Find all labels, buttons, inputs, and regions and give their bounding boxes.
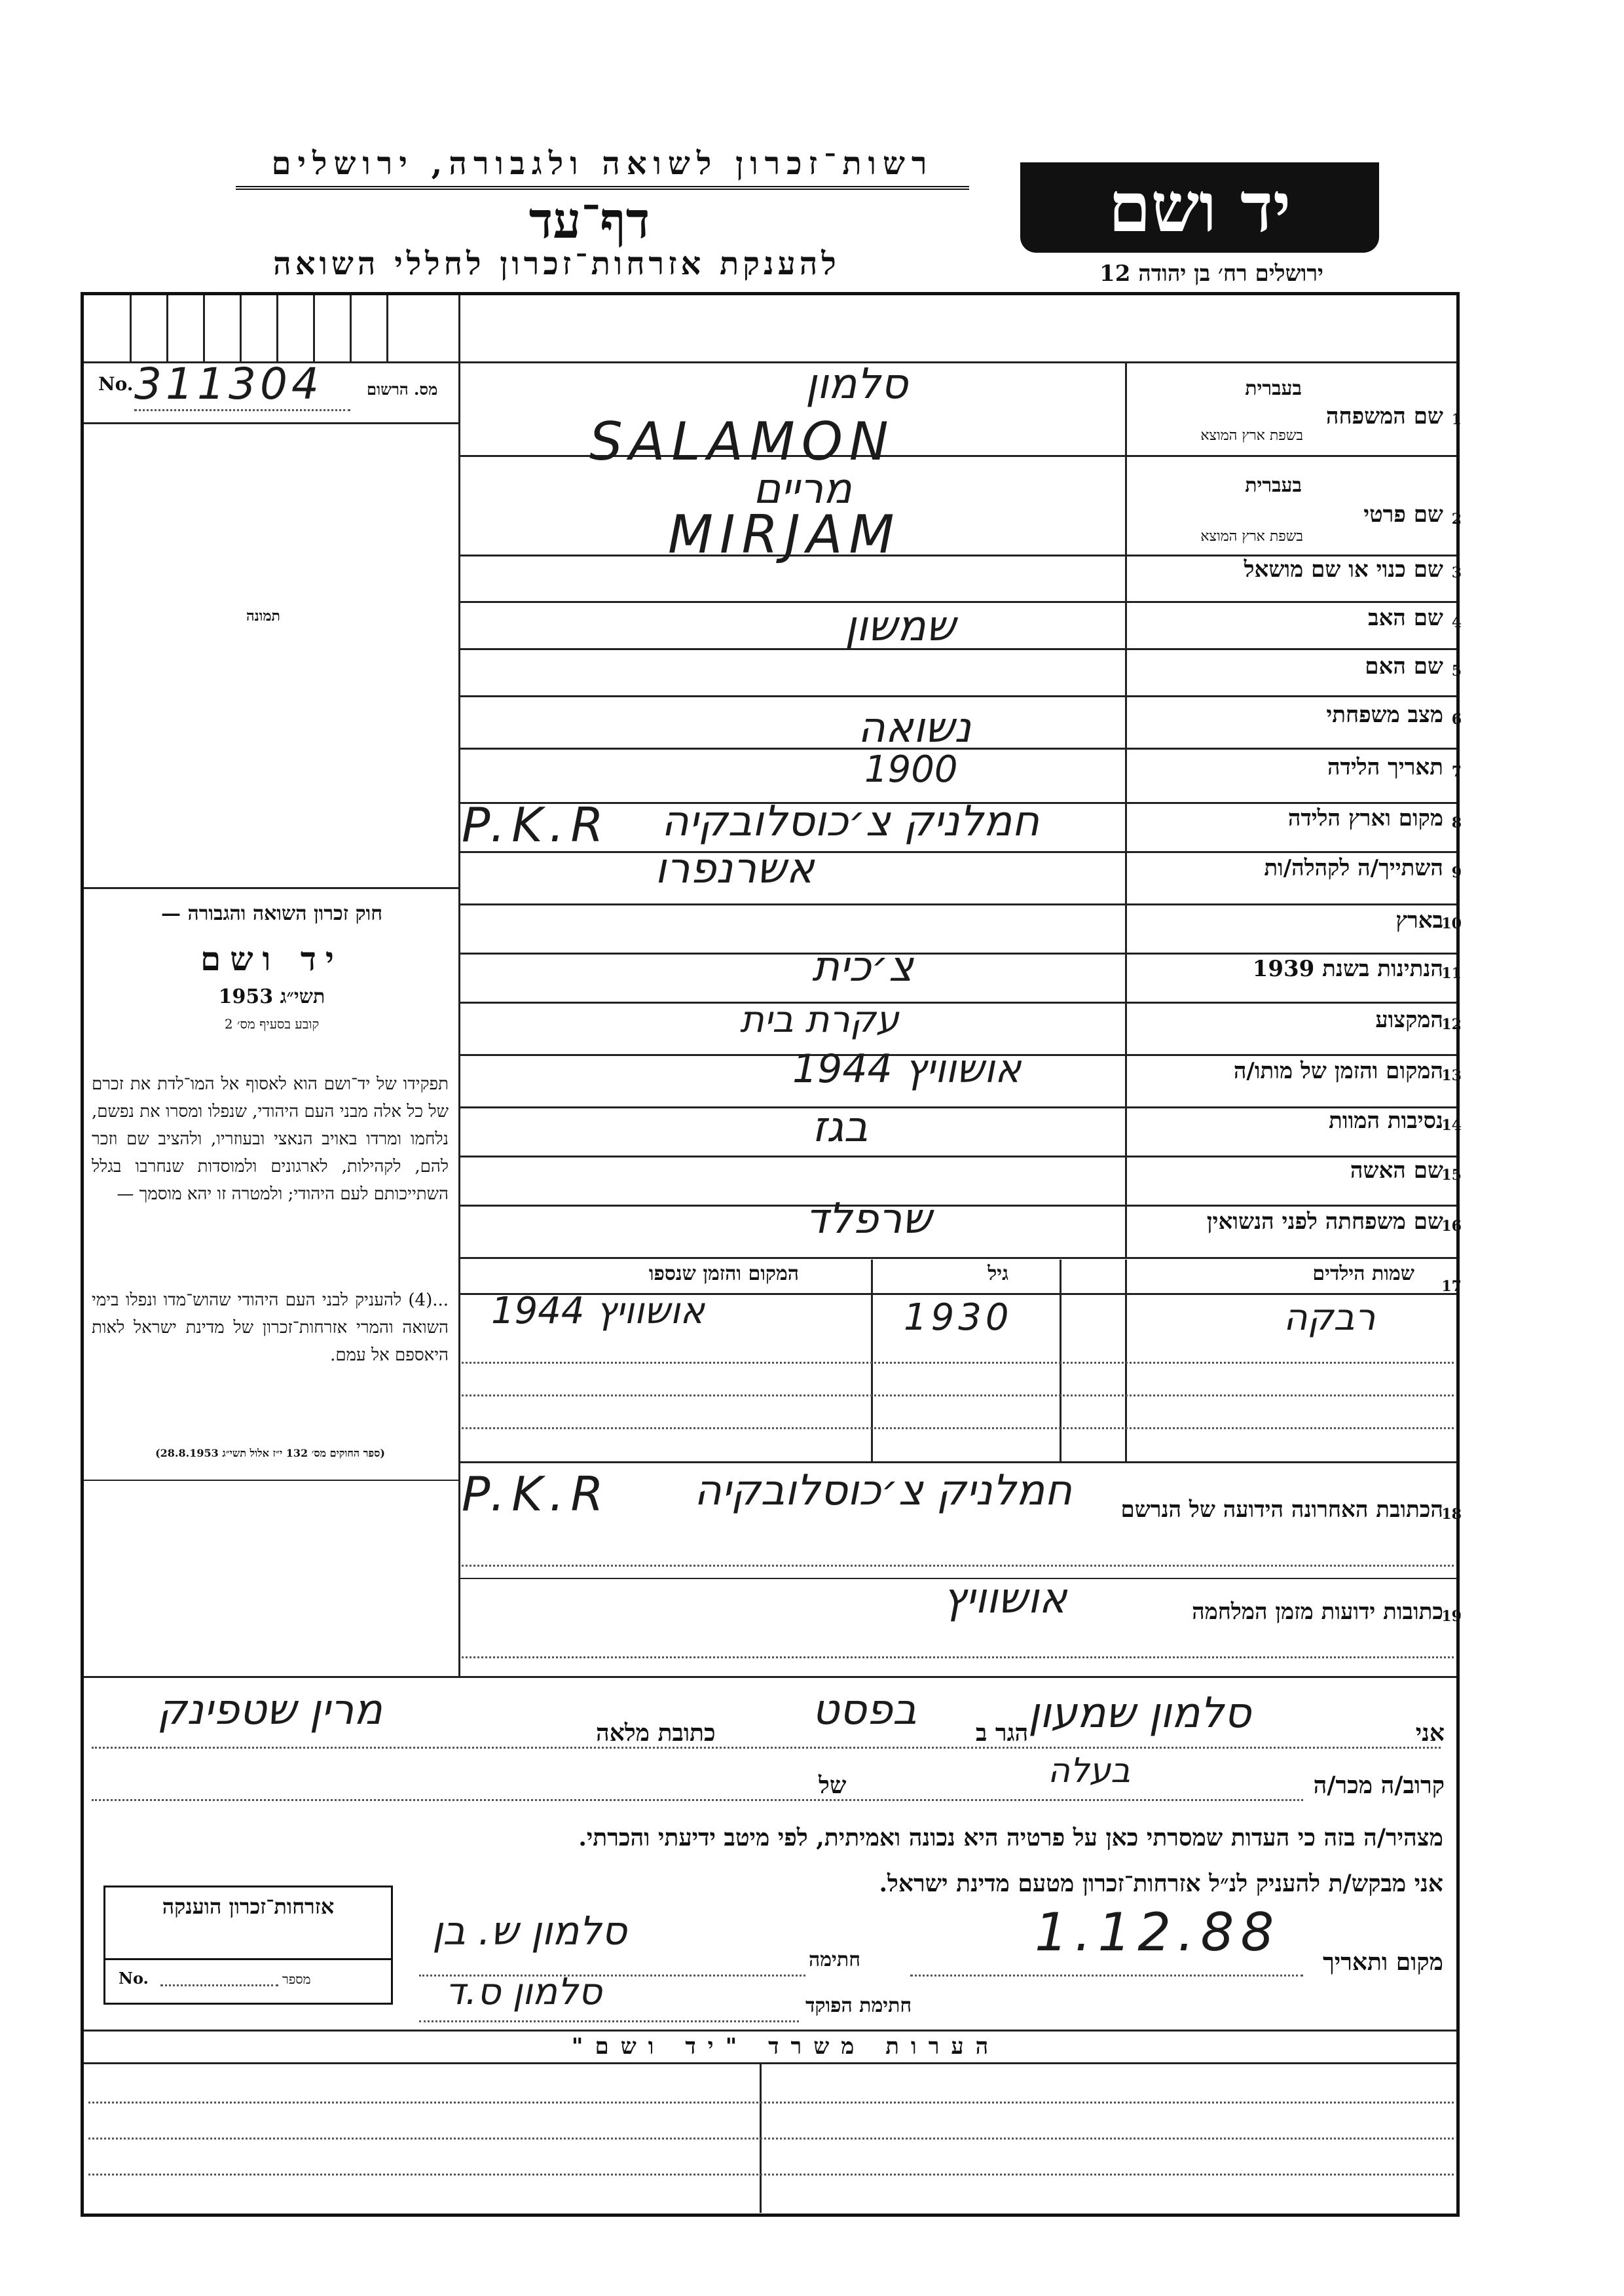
marital-status: נשואה (858, 704, 971, 752)
declarant-city: בפסט (812, 1686, 917, 1734)
field-12-number: 12 (1441, 1016, 1462, 1033)
first-name-latin: MIRJAM (668, 504, 901, 565)
form-title: דף־עד (528, 191, 650, 249)
of-label: של (819, 1772, 847, 1799)
field-1-number: 1 (1451, 411, 1462, 428)
field-2-sub-origin: בשפת ארץ המוצא (1200, 528, 1303, 545)
field-1-sub-hebrew: בעברית (1245, 377, 1302, 400)
field-10-label: בארץ (1395, 907, 1443, 934)
law-paragraph-2: ...(4) להעניק לבני העם היהודי שהוש־מדו ונפלו בימי השואה והמרי אזרחות־זכרון של מדינת ישראל לאות היאספם אל עמם. (92, 1290, 449, 1365)
child-death-place: אושוויץ 1944 (491, 1290, 705, 1332)
field-14-number: 14 (1441, 1117, 1462, 1134)
field-1-sub-origin: בשפת ארץ המוצא (1200, 428, 1303, 444)
death-circumstances: בגז (812, 1103, 868, 1152)
war-address: אושוויץ (943, 1575, 1067, 1623)
field-5-label: שם האם (1365, 653, 1443, 680)
children-col-age: גיל (987, 1262, 1008, 1285)
field-11-number: 11 (1441, 965, 1462, 982)
field-8-label: מקום וארץ הלידה (1287, 805, 1443, 831)
field-19-label: כתובות ידועות מזמן המלחמה (1192, 1599, 1443, 1625)
law-year: תשי״ג 1953 (218, 985, 325, 1008)
field-16-label: שם משפחתה לפני הנשואין (1206, 1209, 1443, 1235)
header-organization: רשות־זכרון לשואה ולגבורה, ירושלים (236, 145, 969, 190)
lives-in-label: הגר ב (976, 1719, 1029, 1747)
field-12-label: המקצוע (1375, 1007, 1443, 1033)
relation-value: בעלה (1048, 1751, 1131, 1791)
children-col-names: שמות הילדים (1312, 1262, 1414, 1285)
declarant-signature: סלמון ש. בן (432, 1908, 627, 1954)
field-10-number: 10 (1441, 915, 1462, 932)
child-name: רבקה (1283, 1296, 1376, 1339)
stamp-box-no: No. (119, 1969, 149, 1988)
logo-address: ירושלים רח׳ בן יהודה 12 (1099, 261, 1323, 287)
family-name-latin: SALAMON (589, 411, 895, 472)
field-8-number: 8 (1451, 814, 1462, 831)
field-6-number: 6 (1451, 711, 1462, 728)
law-title: חוק זכרון השואה והגבורה — (161, 902, 382, 925)
field-4-number: 4 (1451, 614, 1462, 631)
signature-label: חתימה (809, 1948, 860, 1971)
place-date-label: מקום ותאריך (1323, 1948, 1443, 1976)
declaration-statement-2: אני מבקש/ת להעניק לנ״ל אזרחות־זכרון מטעם מדינת ישראל. (879, 1870, 1443, 1897)
declarant-name: סלמון שמעון (1028, 1689, 1251, 1738)
law-name: יד ושם (200, 939, 343, 978)
official-signature: סלמון ס.ד (445, 1971, 602, 2013)
field-7-number: 7 (1451, 763, 1462, 780)
profession: עקרת בית (740, 998, 899, 1041)
field-7-label: תאריך הלידה (1327, 754, 1443, 780)
declaration-statement-1: מצהיר/ה בזה כי העדות שמסרתי כאן על פרטיה היא נכונה ואמיתית, לפי מיטב ידיעתי והכרתי. (578, 1824, 1443, 1851)
field-4-label: שם האב (1368, 605, 1443, 631)
last-address-latin: P.K.R (462, 1467, 610, 1522)
family-name-hebrew: סלמון (805, 360, 908, 409)
field-9-number: 9 (1451, 864, 1462, 881)
registration-number: 311304 (134, 359, 350, 411)
form-subtitle: להענקת אזרחות־זכרון לחללי השואה (273, 246, 840, 282)
children-col-place: המקום והזמן שנספו (648, 1262, 799, 1285)
declarant-street: מרין שטפינק (157, 1686, 382, 1734)
child-age: 1930 (904, 1296, 1013, 1339)
community: אשרנפרו (655, 845, 815, 893)
registration-label: מס. הרשום (367, 380, 438, 399)
field-13-number: 13 (1441, 1067, 1462, 1084)
office-notes-title: הערות משרד "יד ושם" (571, 2033, 1001, 2060)
father-name: שמשון (845, 602, 956, 651)
field-13-label: המקום והזמן של מותו/ה (1233, 1058, 1443, 1084)
yad-vashem-logo: יד ושם (1020, 162, 1379, 253)
official-signature-label: חתימת הפוקד (805, 1994, 912, 2017)
field-3-number: 3 (1451, 564, 1462, 581)
first-name-hebrew: מריים (753, 465, 852, 513)
field-2-sub-hebrew: בעברית (1245, 474, 1302, 497)
field-2-label: שם פרטי (1363, 501, 1443, 528)
citizenship-1939: צ׳כית (812, 943, 913, 991)
field-18-label: הכתובת האחרונה הידועה של הנרשם (1120, 1497, 1443, 1523)
field-15-number: 15 (1441, 1167, 1462, 1184)
field-18-number: 18 (1441, 1506, 1462, 1523)
declaration-ani: אני (1415, 1719, 1445, 1747)
field-19-number: 19 (1441, 1608, 1462, 1625)
last-address: חמלניק צ׳כוסלובקיה (694, 1467, 1073, 1515)
field-15-label: שם האשה (1350, 1157, 1443, 1184)
field-14-label: נסיבות המוות (1329, 1108, 1443, 1134)
stamp-box-number-label: מספר (282, 1971, 311, 1987)
relation-label: קרוב/ה מכר/ה (1313, 1772, 1445, 1799)
field-17-number: 17 (1441, 1278, 1462, 1295)
field-2-number: 2 (1451, 511, 1462, 528)
field-16-number: 16 (1441, 1218, 1462, 1235)
full-address-label: כתובת מלאה (596, 1719, 716, 1747)
field-9-label: השתייך/ה לקהלה/ות (1264, 855, 1443, 881)
field-1-label: שם המשפחה (1325, 403, 1443, 429)
field-6-label: מצב משפחתי (1326, 702, 1443, 728)
law-clause: קובע בסעיף מס׳ 2 (224, 1016, 320, 1032)
field-5-number: 5 (1451, 663, 1462, 680)
stamp-box-title: אזרחות־זכרון הוענקה (162, 1894, 335, 1919)
law-footnote: (ספר החוקים מס׳ 132 י״ז אלול תשי״ג 28.8.1953) (155, 1447, 385, 1459)
registration-prefix: No. (98, 373, 134, 395)
birth-place-latin: P.K.R (462, 797, 610, 852)
photo-label: תמונה (246, 608, 280, 625)
field-11-label: הנתינות בשנת 1939 (1252, 956, 1443, 982)
field-3-label: שם כנוי או שם מושאל (1244, 556, 1443, 583)
declaration-date: 1.12.88 (1035, 1902, 1281, 1963)
birth-date: 1900 (864, 748, 958, 791)
birth-place: חמלניק צ׳כוסלובקיה (661, 797, 1040, 846)
law-paragraph-1: תפקידו של יד־ושם הוא לאסוף אל המו־לדת את זכרם של כל אלה מבני העם היהודי, שנפלו ומסרו את נפשם, נלחמו ומרדו באויב הנאצי ובעוזריו, ולהציב שם וזכר להם, לקהילות, לארגונים ולמוסדות שנחרבו בגלל השתייכותם לעם היהודי; ולמטרה זו יהא מוסמך — (92, 1074, 449, 1204)
death-place-time: אושוויץ 1944 (792, 1046, 1022, 1092)
stamp-box (103, 1886, 393, 2005)
maiden-name: שרפלד (805, 1195, 932, 1243)
